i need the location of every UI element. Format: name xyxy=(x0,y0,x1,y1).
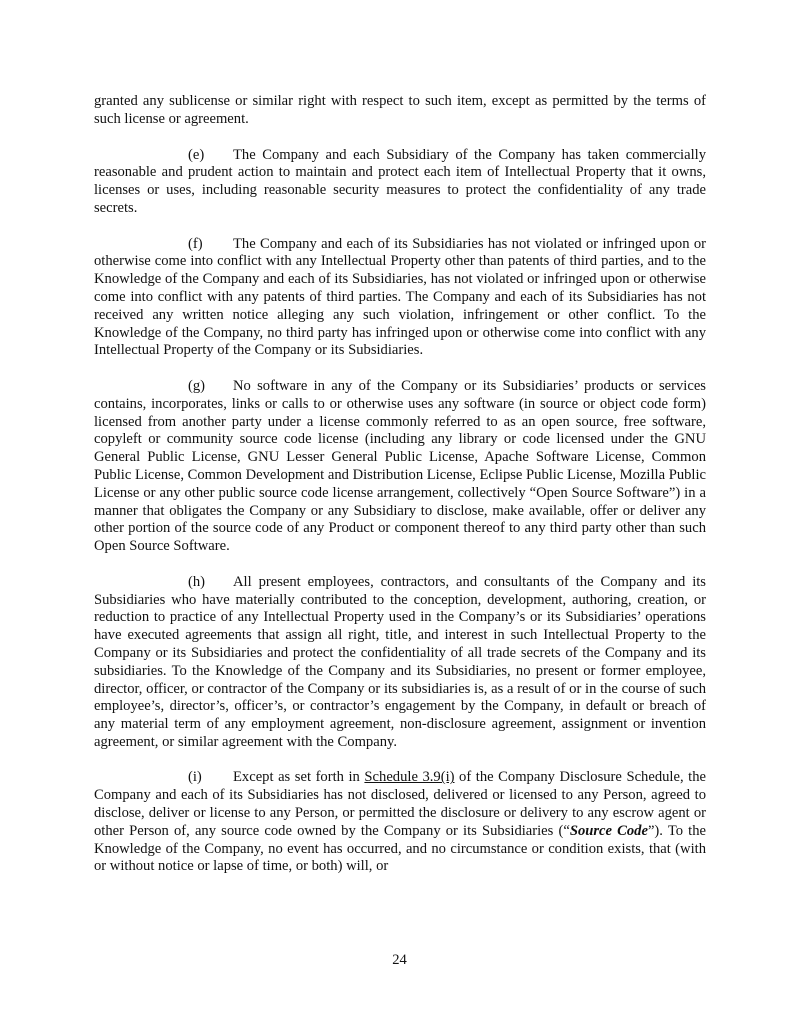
continuation-text: granted any sublicense or similar right with respect to such item, except as permitted by the terms of such license or agreement. xyxy=(94,93,706,127)
paragraph-h-text: All present employees, contractors, and consultants of the Company and its Subsidiaries who have materially contributed to the conception, development, authoring, creation, or reduction to practice of any Intellectual Property used in the Company’s or its Subsidiaries’ operations have executed agreements that assign all right, title, and interest in such Intellectual Property to the Company or its Subsidiaries and protect the confidentiality of all trade secrets of the Company and its subsidiaries. To the Knowledge of the Company and its Subsidiaries, no present or former employee, director, officer, or contractor of the Company or its subsidiaries is, as a result of or in the course of such employee’s, director’s, officer’s, or contractor’s engagement by the Company, in default or breach of any material term of any employment agreement, non-disclosure agreement, assignment or invention agreement, or similar agreement with the Company. xyxy=(94,573,706,750)
paragraph-f-label: (f) xyxy=(188,235,203,252)
paragraph-g-label: (g) xyxy=(188,377,206,394)
paragraph-e-text: The Company and each Subsidiary of the Company has taken commercially reasonable and prudent action to maintain and protect each item of Intellectual Property that it owns, licenses or uses, including reasonable security measures to protect the confidentiality of any trade secrets. xyxy=(94,146,706,216)
paragraph-g-text: No software in any of the Company or its Subsidiaries’ products or services contains, incorporates, links or calls to or otherwise uses any software (in source or object code form) licensed from another party under a license commonly referred to as an open source, free software, copyleft or community source code license (including any library or code licensed under the GNU General Public License, GNU Lesser General Public License, Apache Software License, Common Public License, Common Development and Distribution License, Eclipse Public License, Mozilla Public License or any other public source code license arrangement, collectively “Open Source Software”) in a manner that obligates the Company or any Subsidiary to disclose, make available, offer or deliver any other portion of the source code of any Product or component thereof to any third party other than such Open Source Software. xyxy=(94,377,707,555)
paragraph-h-label: (h) xyxy=(188,573,206,590)
paragraph-i xyxy=(94,769,706,876)
defined-term-source-code: Source Code xyxy=(569,822,648,839)
paragraph-e xyxy=(94,147,706,218)
page-number: 24 xyxy=(392,952,407,968)
paragraph-i-text-after: ”). To the Knowledge of the Company, no event has occurred, and no circumstance or condition exists, that (with or without notice or lapse of time, or both) will, or xyxy=(94,822,706,875)
paragraph-i-text-middle: of the Company Disclosure Schedule, the Company and each of its Subsidiaries has not disclosed, delivered or licensed to any Person, agreed to disclose, deliver or license to any Person, or permitted the disclosure or delivery to any escrow agent or other Person of, any source code owned by the Company or its Subsidiaries (“ xyxy=(94,769,706,839)
schedule-reference: Schedule 3.9(i) xyxy=(364,769,455,786)
paragraph-f xyxy=(94,236,706,361)
paragraph-e-label: (e) xyxy=(188,146,205,163)
paragraph-h xyxy=(94,574,706,752)
document-page xyxy=(94,93,706,894)
paragraph-i-text-before: Except as set forth in xyxy=(233,769,365,786)
paragraph-i-label: (i) xyxy=(188,769,202,786)
continuation-paragraph xyxy=(94,93,706,129)
paragraph-g xyxy=(94,378,706,556)
paragraph-f-text: The Company and each of its Subsidiaries has not violated or infringed upon or otherwise come into conflict with any Intellectual Property other than patents of third parties, and to the Knowledge of the Company and each of its Subsidiaries, has not violated or infringed upon or otherwise come into conflict with any patents of third parties. The Company and each of its Subsidiaries has not received any written notice alleging any such violation, infringement or other conflict. To the Knowledge of the Company, no third party has infringed upon or otherwise come into conflict with any Intellectual Property of the Company or its Subsidiaries. xyxy=(94,235,706,359)
